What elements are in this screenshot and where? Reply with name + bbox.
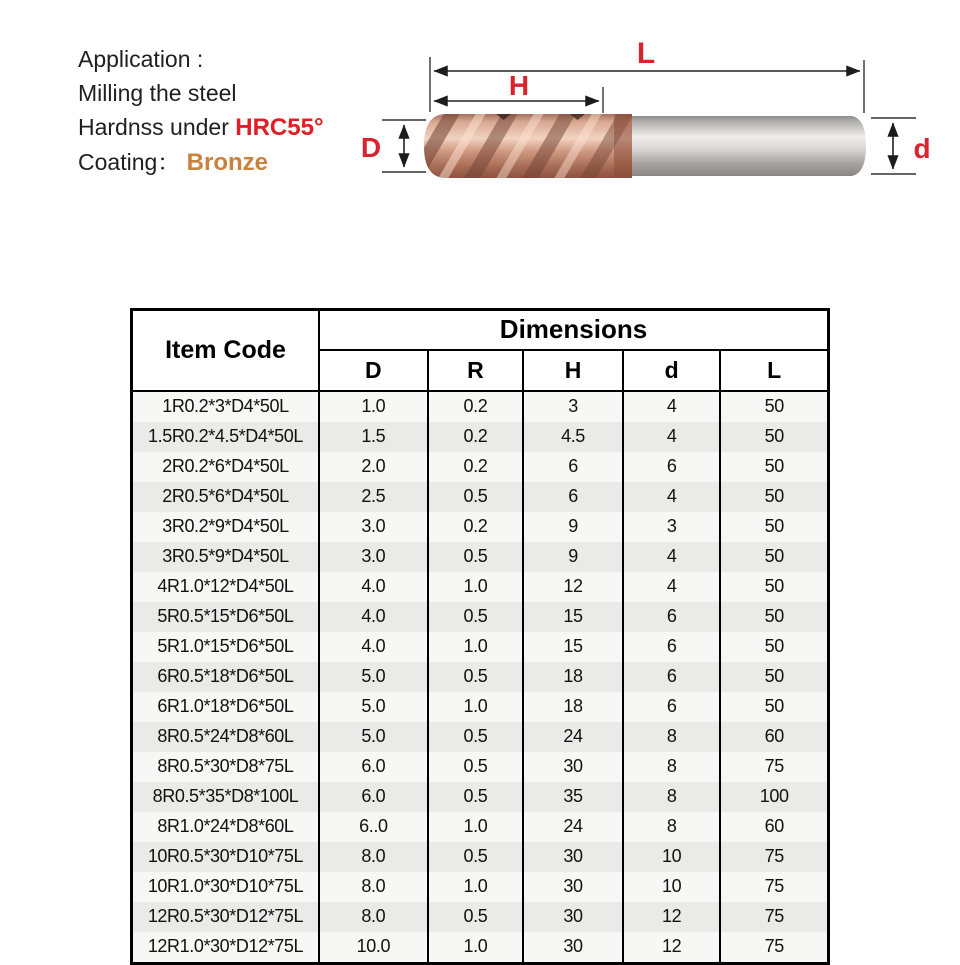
value-cell: 8 [623,752,721,782]
dimensions-header: Dimensions [319,310,829,350]
value-cell: 50 [720,452,828,482]
value-cell: 1.0 [428,632,523,662]
value-cell: 5.0 [319,662,428,692]
table-row [132,842,829,872]
value-cell: 3.0 [319,542,428,572]
table-row [132,872,829,902]
value-cell: 8 [623,722,721,752]
value-cell: 60 [720,812,828,842]
milling-text: Milling the steel [78,80,237,106]
item-code-cell: 1.5R0.2*4.5*D4*50L [132,422,319,452]
value-cell: 6 [623,602,721,632]
table-row [132,662,829,692]
coating-value: Bronze [186,149,269,176]
value-cell: 50 [720,632,828,662]
value-cell: 4 [623,542,721,572]
dim-label-H: H [508,70,530,101]
table-row [132,722,829,752]
item-code-cell: 12R0.5*30*D12*75L [132,902,319,932]
value-cell: 4.5 [523,422,623,452]
value-cell: 4.0 [319,602,428,632]
value-cell: 0.2 [428,512,523,542]
value-cell: 50 [720,602,828,632]
value-cell: 100 [720,782,828,812]
table-body [132,391,829,964]
value-cell: 75 [720,932,828,964]
value-cell: 1.0 [428,932,523,964]
value-cell: 50 [720,512,828,542]
value-cell: 75 [720,752,828,782]
value-cell: 15 [523,602,623,632]
value-cell: 2.5 [319,482,428,512]
table-row [132,482,829,512]
value-cell: 30 [523,842,623,872]
item-code-cell: 10R0.5*30*D10*75L [132,842,319,872]
value-cell: 0.5 [428,482,523,512]
value-cell: 0.2 [428,452,523,482]
item-code-cell: 5R1.0*15*D6*50L [132,632,319,662]
item-code-cell: 12R1.0*30*D12*75L [132,932,319,964]
shank-section [632,116,866,176]
value-cell: 0.5 [428,722,523,752]
value-cell: 4.0 [319,632,428,662]
table-row [132,752,829,782]
value-cell: 3 [623,512,721,542]
value-cell: 12 [523,572,623,602]
hardness-text: Hardnss under [78,114,236,140]
value-cell: 18 [523,692,623,722]
value-cell: 3.0 [319,512,428,542]
value-cell: 12 [623,902,721,932]
hardness-value: HRC55° [235,114,324,141]
item-code-header: Item Code [132,310,319,391]
value-cell: 30 [523,752,623,782]
value-cell: 10 [623,842,721,872]
table-row [132,632,829,662]
item-code-cell: 2R0.5*6*D4*50L [132,482,319,512]
value-cell: 3 [523,391,623,422]
value-cell: 1.0 [428,572,523,602]
value-cell: 0.5 [428,542,523,572]
column-header-R: R [428,350,523,391]
value-cell: 0.2 [428,391,523,422]
endmill-diagram [350,25,950,225]
value-cell: 4 [623,572,721,602]
value-cell: 35 [523,782,623,812]
value-cell: 0.5 [428,752,523,782]
value-cell: 1.5 [319,422,428,452]
item-code-cell: 1R0.2*3*D4*50L [132,391,319,422]
table-row [132,932,829,964]
value-cell: 6 [623,632,721,662]
value-cell: 8.0 [319,842,428,872]
column-header-d: d [623,350,721,391]
value-cell: 5.0 [319,692,428,722]
table-row [132,512,829,542]
item-code-cell: 2R0.2*6*D4*50L [132,452,319,482]
item-code-cell: 4R1.0*12*D4*50L [132,572,319,602]
value-cell: 30 [523,932,623,964]
value-cell: 6.0 [319,752,428,782]
item-code-cell: 8R1.0*24*D8*60L [132,812,319,842]
value-cell: 10.0 [319,932,428,964]
value-cell: 0.5 [428,782,523,812]
value-cell: 4 [623,482,721,512]
value-cell: 6 [623,662,721,692]
value-cell: 8.0 [319,902,428,932]
value-cell: 60 [720,722,828,752]
item-code-cell: 5R0.5*15*D6*50L [132,602,319,632]
value-cell: 6 [523,482,623,512]
value-cell: 0.5 [428,902,523,932]
value-cell: 75 [720,902,828,932]
value-cell: 6.0 [319,782,428,812]
table-row [132,422,829,452]
application-label-text: Application : [78,46,204,72]
value-cell: 5.0 [319,722,428,752]
value-cell: 30 [523,902,623,932]
table-row [132,812,829,842]
value-cell: 10 [623,872,721,902]
coating-label: Coating： [78,149,181,175]
value-cell: 18 [523,662,623,692]
value-cell: 4 [623,422,721,452]
item-code-cell: 8R0.5*35*D8*100L [132,782,319,812]
value-cell: 6 [523,452,623,482]
value-cell: 8 [623,812,721,842]
table-row [132,692,829,722]
value-cell: 30 [523,872,623,902]
value-cell: 50 [720,662,828,692]
value-cell: 24 [523,722,623,752]
value-cell: 50 [720,422,828,452]
item-code-cell: 10R1.0*30*D10*75L [132,872,319,902]
value-cell: 15 [523,632,623,662]
value-cell: 0.2 [428,422,523,452]
dim-label-d: d [913,133,931,164]
value-cell: 8 [623,782,721,812]
value-cell: 50 [720,572,828,602]
value-cell: 24 [523,812,623,842]
item-code-cell: 3R0.5*9*D4*50L [132,542,319,572]
column-header-L: L [720,350,828,391]
value-cell: 1.0 [428,692,523,722]
value-cell: 2.0 [319,452,428,482]
table-row [132,572,829,602]
value-cell: 12 [623,932,721,964]
value-cell: 9 [523,542,623,572]
value-cell: 4 [623,391,721,422]
value-cell: 50 [720,391,828,422]
value-cell: 9 [523,512,623,542]
table-row [132,902,829,932]
value-cell: 1.0 [319,391,428,422]
value-cell: 50 [720,692,828,722]
value-cell: 4.0 [319,572,428,602]
value-cell: 0.5 [428,842,523,872]
dim-label-D: D [360,132,382,163]
value-cell: 50 [720,482,828,512]
column-header-H: H [523,350,623,391]
table-row [132,602,829,632]
dim-label-L: L [636,37,656,70]
item-code-cell: 6R1.0*18*D6*50L [132,692,319,722]
value-cell: 6..0 [319,812,428,842]
value-cell: 6 [623,452,721,482]
value-cell: 6 [623,692,721,722]
value-cell: 75 [720,842,828,872]
item-code-cell: 3R0.2*9*D4*50L [132,512,319,542]
table-row [132,452,829,482]
item-code-cell: 6R0.5*18*D6*50L [132,662,319,692]
table-row [132,782,829,812]
table-row [132,542,829,572]
item-code-cell: 8R0.5*24*D8*60L [132,722,319,752]
value-cell: 1.0 [428,872,523,902]
value-cell: 50 [720,542,828,572]
value-cell: 0.5 [428,662,523,692]
dimensions-table [130,308,830,965]
value-cell: 8.0 [319,872,428,902]
item-code-cell: 8R0.5*30*D8*75L [132,752,319,782]
column-header-D: D [319,350,428,391]
table-row [132,391,829,422]
value-cell: 0.5 [428,602,523,632]
value-cell: 75 [720,872,828,902]
value-cell: 1.0 [428,812,523,842]
